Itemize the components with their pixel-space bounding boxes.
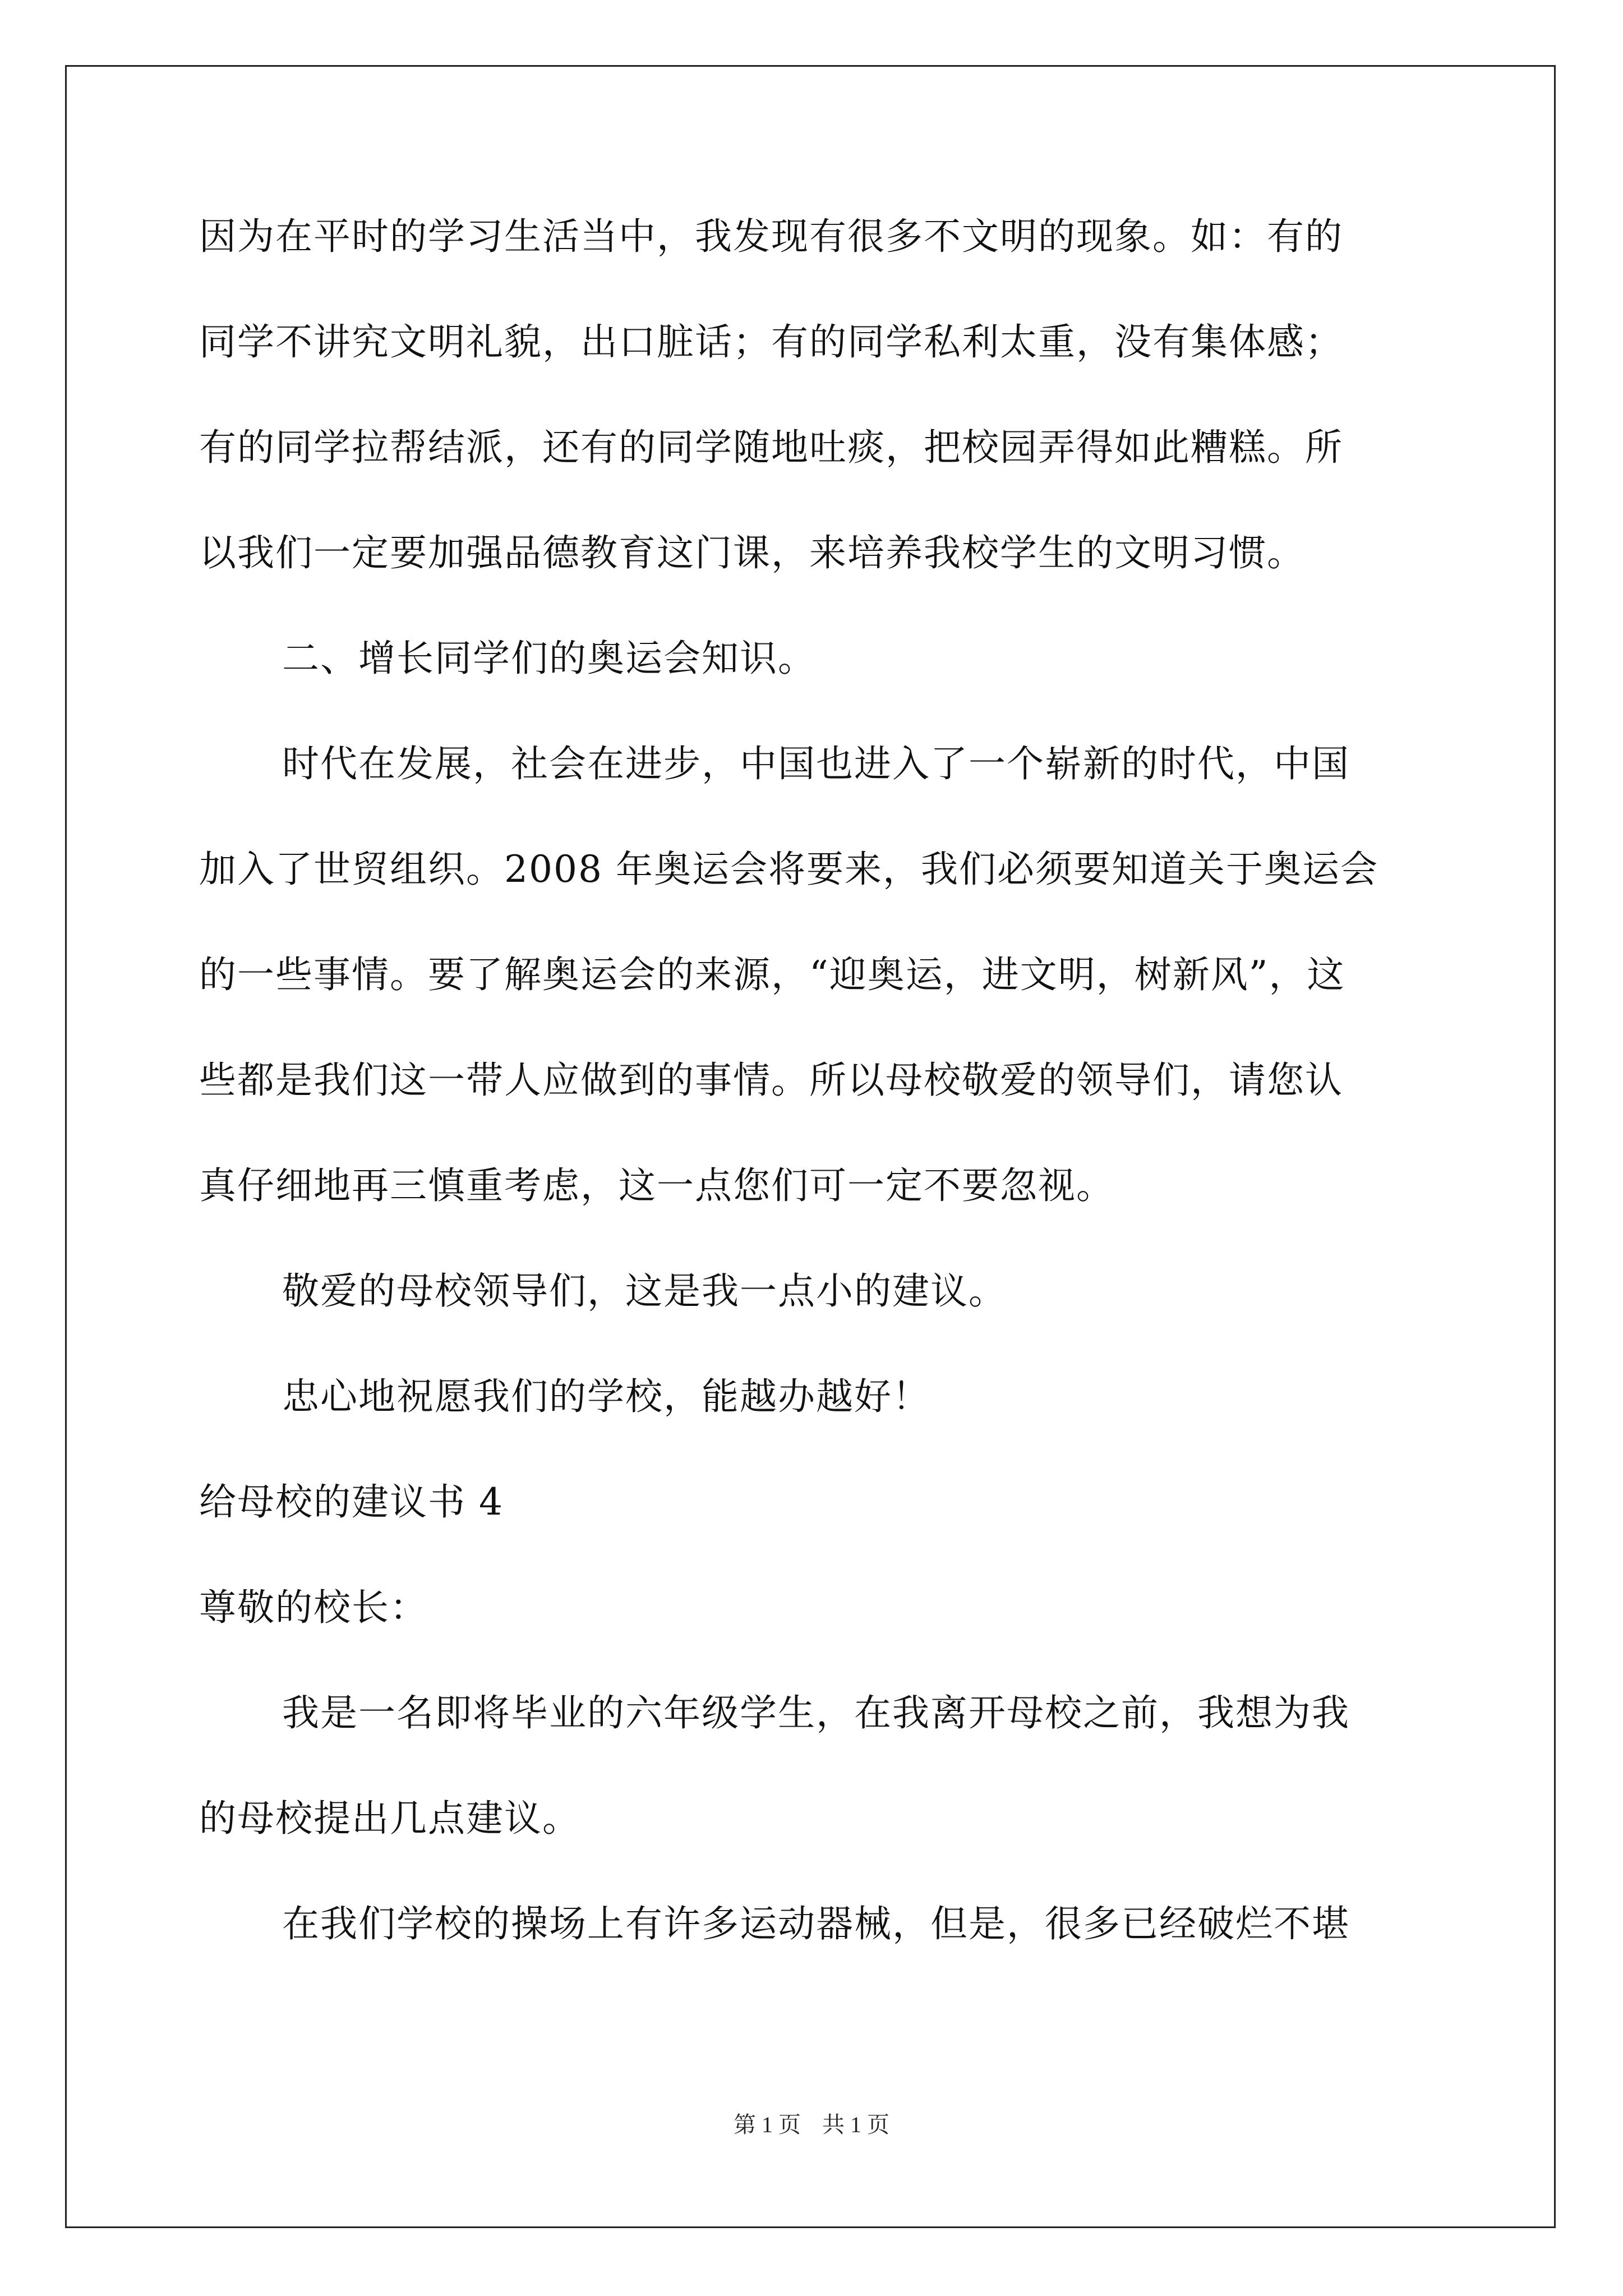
text-line: 以我们一定要加强品德教育这门课，来培养我校学生的文明习惯。 xyxy=(199,531,1305,574)
text-line: 同学不讲究文明礼貌，出口脏话；有的同学私利太重，没有集体感； xyxy=(199,320,1343,364)
text-line: 真仔细地再三慎重考虑，这一点您们可一定不要忽视。 xyxy=(199,1164,1114,1207)
text-line: 的母校提出几点建议。 xyxy=(199,1797,580,1840)
salutation: 尊敬的校长： xyxy=(199,1586,428,1629)
text-line: 时代在发展，社会在进步，中国也进入了一个崭新的时代，中国 xyxy=(282,742,1350,785)
text-line: 些都是我们这一带人应做到的事情。所以母校敬爱的领导们，请您认 xyxy=(199,1059,1343,1102)
page-total: 共 1 页 xyxy=(822,2112,889,2137)
text-line: 加入了世贸组织。2008 年奥运会将要来，我们必须要知道关于奥运会 xyxy=(199,848,1378,891)
text-line: 在我们学校的操场上有许多运动器械，但是，很多已经破烂不堪 xyxy=(282,1902,1350,1945)
text-line: 敬爱的母校领导们，这是我一点小的建议。 xyxy=(282,1269,1007,1313)
text-line: 有的同学拉帮结派，还有的同学随地吐痰，把校园弄得如此糟糕。所 xyxy=(199,426,1343,469)
section-heading: 二、增长同学们的奥运会知识。 xyxy=(282,637,816,680)
text-line: 的一些事情。要了解奥运会的来源，“迎奥运，进文明，树新风”，这 xyxy=(199,953,1345,996)
text-line: 我是一名即将毕业的六年级学生，在我离开母校之前，我想为我 xyxy=(282,1691,1350,1734)
page-footer xyxy=(0,2111,1623,2139)
letter-title: 给母校的建议书 4 xyxy=(199,1480,504,1524)
text-line: 忠心地祝愿我们的学校，能越办越好！ xyxy=(282,1375,930,1418)
page-number: 第 1 页 xyxy=(734,2112,801,2137)
text-line: 因为在平时的学习生活当中，我发现有很多不文明的现象。如：有的 xyxy=(199,215,1343,258)
